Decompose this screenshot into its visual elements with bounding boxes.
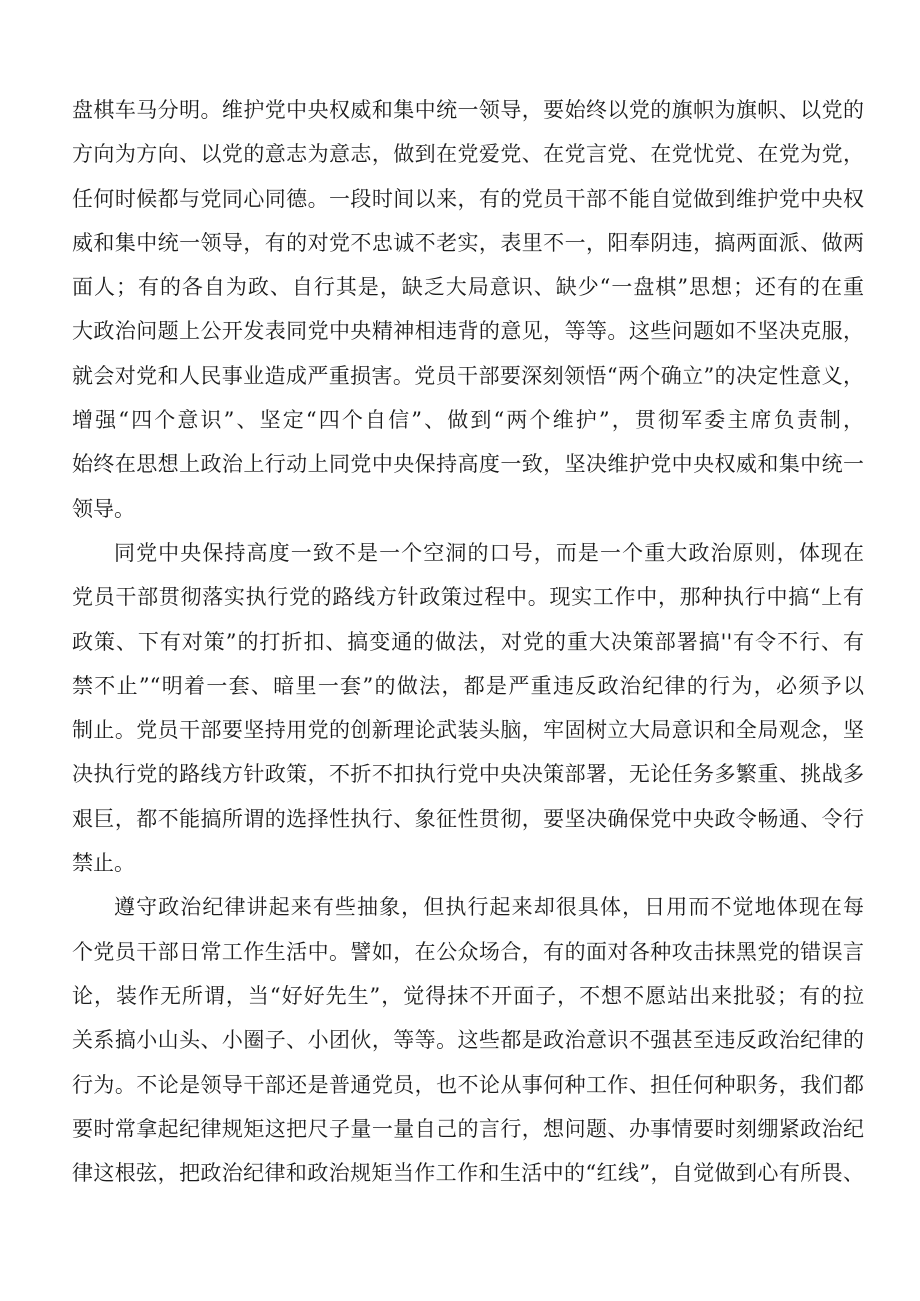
text-line: 盘棋车马分明。维护党中央权威和集中统一领导，要始终以党的旗帜为旗帜、以党的 [72, 98, 864, 122]
text-line: 领导。 [72, 496, 135, 521]
text-line: 威和集中统一领导，有的对党不忠诚不老实，表里不一，阳奉阴违，搞两面派、做两 [72, 230, 864, 255]
text-line: 要时常拿起纪律规矩这把尺子量一量自己的言行，想问题、办事情要时刻绷紧政治纪 [72, 1116, 864, 1141]
text-line: 制止。党员干部要坚持用党的创新理论武装头脑，牢固树立大局意识和全局观念，坚 [72, 718, 864, 743]
text-line: 遵守政治纪律讲起来有些抽象，但执行起来却很具体，日用而不觉地体现在每 [114, 895, 864, 920]
text-line: 党员干部贯彻落实执行党的路线方针政策过程中。现实工作中，那种执行中搞“上有 [72, 585, 864, 610]
text-line: 禁不止”“明着一套、暗里一套”的做法，都是严重违反政治纪律的行为，必须予以 [72, 673, 864, 698]
text-line: 方向为方向、以党的意志为意志，做到在党爱党、在党言党、在党忧党、在党为党， [72, 142, 864, 167]
text-line: 艰巨，都不能搞所谓的选择性执行、象征性贯彻，要坚决确保党中央政令畅通、令行 [72, 806, 864, 831]
text-line: 同党中央保持高度一致不是一个空洞的口号，而是一个重大政治原则，体现在 [114, 540, 864, 565]
text-line: 律这根弦，把政治纪律和政治规矩当作工作和生活中的“红线”，自觉做到心有所畏、 [72, 1161, 864, 1186]
document-page [72, 88, 864, 1195]
paragraph-3 [72, 885, 864, 1195]
text-line: 就会对党和人民事业造成严重损害。党员干部要深刻领悟“两个确立”的决定性意义， [72, 363, 864, 388]
paragraph-1 [72, 88, 864, 531]
text-line: 增强“四个意识”、坚定“四个自信”、做到“两个维护”，贯彻军委主席负责制， [72, 408, 864, 433]
text-line: 大政治问题上公开发表同党中央精神相违背的意见，等等。这些问题如不坚决克服， [72, 319, 864, 344]
text-line: 行为。不论是领导干部还是普通党员，也不论从事何种工作、担任何种职务，我们都 [72, 1072, 864, 1097]
text-line: 决执行党的路线方针政策，不折不扣执行党中央决策部署，无论任务多繁重、挑战多 [72, 762, 864, 787]
text-line: 面人；有的各自为政、自行其是，缺乏大局意识、缺少“一盘棋”思想；还有的在重 [72, 275, 864, 300]
text-line: 禁止。 [72, 851, 135, 876]
text-line: 始终在思想上政治上行动上同党中央保持高度一致，坚决维护党中央权威和集中统一 [72, 452, 864, 477]
text-line: 政策、下有对策”的打折扣、搞变通的做法，对党的重大决策部署搞''有令不行、有 [72, 629, 864, 654]
text-line: 个党员干部日常工作生活中。譬如，在公众场合，有的面对各种攻击抹黑党的错误言 [72, 939, 864, 964]
text-line: 任何时候都与党同心同德。一段时间以来，有的党员干部不能自觉做到维护党中央权 [72, 186, 864, 211]
paragraph-2 [72, 531, 864, 885]
text-line: 论，装作无所谓，当“好好先生”，觉得抹不开面子，不想不愿站出来批驳；有的拉 [72, 983, 864, 1008]
text-line: 关系搞小山头、小圈子、小团伙，等等。这些都是政治意识不强甚至违反政治纪律的 [72, 1028, 864, 1053]
